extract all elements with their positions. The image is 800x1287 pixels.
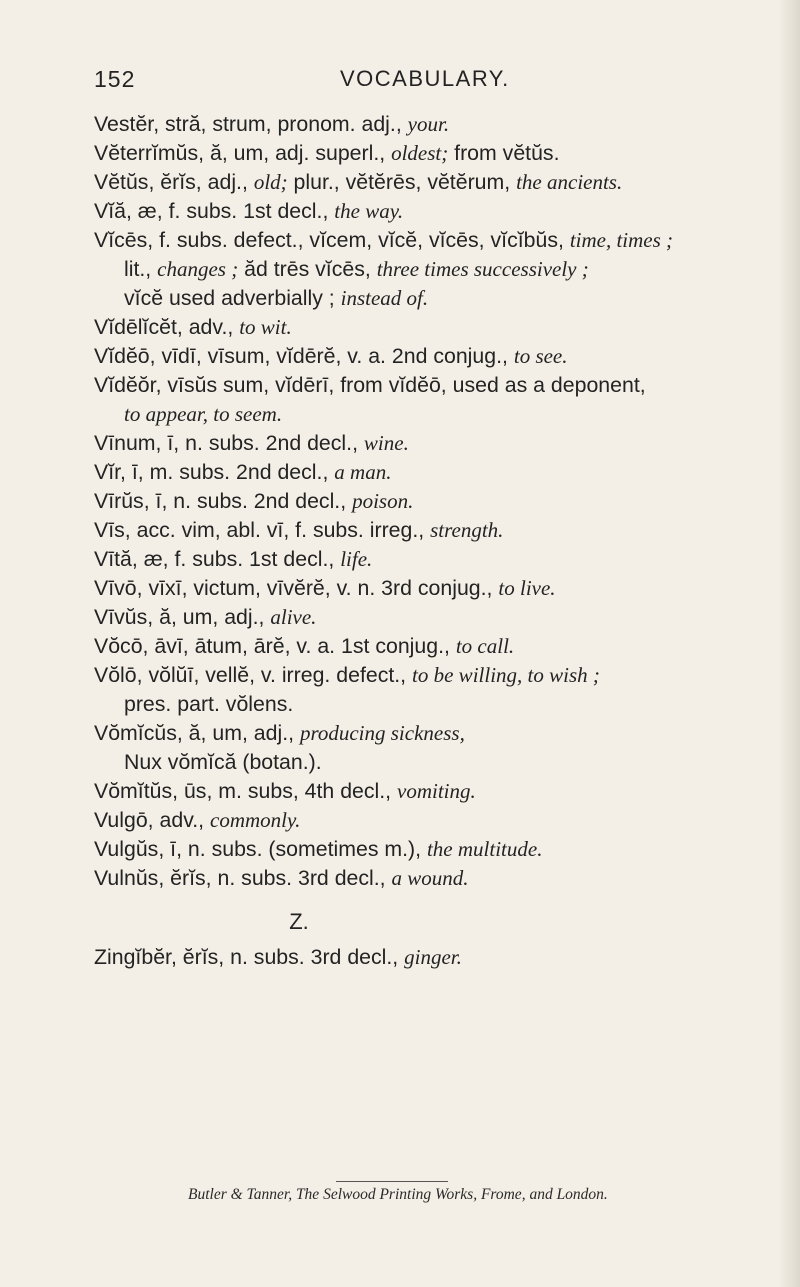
vocab-entry [94, 719, 784, 777]
vocab-entry [94, 168, 784, 197]
vocab-entry [94, 139, 784, 168]
vocab-entry [94, 943, 784, 972]
entry-definition: the ancients. [516, 170, 623, 194]
vocab-entry [94, 806, 784, 835]
running-head: VOCABULARY. [340, 66, 510, 91]
page-number: 152 [94, 66, 136, 92]
vocab-entry [94, 313, 784, 342]
vocab-entry [94, 516, 784, 545]
page-header [0, 66, 800, 100]
vocab-entry [94, 284, 784, 313]
vocab-entry [94, 661, 784, 719]
entry-definition: the way. [334, 199, 404, 223]
entry-headword: Vīvŭs, ă, um, adj., [94, 605, 271, 629]
entry-definition: to live. [498, 576, 556, 600]
entry-headword: Vŏcō, āvī, ātum, ārĕ, v. a. 1st conjug., [94, 634, 456, 658]
vocab-entry [94, 574, 784, 603]
entry-headword: Vŏlō, vŏlŭī, vellĕ, v. irreg. defect., [94, 663, 413, 687]
entry-continuation: Nux vŏmĭcă (botan.). [124, 750, 322, 774]
entry-headword: Vīs, acc. vim, abl. vī, f. subs. irreg., [94, 518, 431, 542]
entry-definition: time, times ; [569, 228, 674, 252]
vocab-entry [94, 226, 784, 284]
entry-headword: Vĭă, æ, f. subs. 1st decl., [94, 199, 335, 223]
entry-note: from vĕtŭs. [448, 141, 560, 165]
entry-definition: a wound. [391, 866, 469, 890]
imprint-rule [336, 1181, 448, 1182]
vocab-entry [94, 545, 784, 574]
vocab-entry [94, 864, 784, 893]
entry-headword: Vĭdĕō, vīdī, vīsum, vĭdērĕ, v. a. 2nd conjug., [94, 344, 514, 368]
entry-headword: Vīvō, vīxī, victum, vīvĕrĕ, v. n. 3rd conjug., [94, 576, 499, 600]
entry-definition: producing sickness, [299, 721, 465, 745]
entry-headword: Vĭdēlĭcĕt, adv., [94, 315, 240, 339]
vocab-entry [94, 429, 784, 458]
entry-headword: Zingĭbĕr, ĕrĭs, n. subs. 3rd decl., [94, 945, 405, 969]
entry-definition: wine. [363, 431, 409, 455]
section-letter: Z. [289, 909, 309, 934]
entry-headword: Vulgŭs, ī, n. subs. (sometimes m.), [94, 837, 427, 861]
printer-imprint: Butler & Tanner, The Selwood Printing Works, Frome, and London. [188, 1186, 608, 1203]
entry-headword: Vĭr, ī, m. subs. 2nd decl., [94, 460, 335, 484]
entry-definition: vomiting. [397, 779, 476, 803]
entry-continuation: to appear, to seem. [124, 402, 283, 426]
entry-definition: old; [253, 170, 288, 194]
vocab-entry [94, 603, 784, 632]
vocab-entry [94, 835, 784, 864]
entry-definition: life. [340, 547, 373, 571]
entry-headword: Vītă, æ, f. subs. 1st decl., [94, 547, 341, 571]
entry-headword: Vulgō, adv., [94, 808, 211, 832]
vocab-entry [94, 487, 784, 516]
entry-headword: Vŏmĭcŭs, ă, um, adj., [94, 721, 300, 745]
entry-definition: commonly. [210, 808, 301, 832]
entry-definition: poison. [352, 489, 414, 513]
entry-headword: Vĕtŭs, ĕrĭs, adj., [94, 170, 254, 194]
entry-definition: to wit. [239, 315, 292, 339]
entry-headword: Vĭcēs, f. subs. defect., vĭcem, vĭcĕ, vĭcēs, vĭcĭbŭs, [94, 228, 570, 252]
vocab-entry [94, 632, 784, 661]
entry-definition: your. [407, 112, 450, 136]
entry-definition: to be willing, to wish ; [412, 663, 600, 687]
entry-definition: alive. [270, 605, 317, 629]
entry-definition: oldest; [391, 141, 449, 165]
vocab-entry [94, 110, 784, 139]
entry-definition: the multitude. [426, 837, 543, 861]
entry-definition: to see. [513, 344, 568, 368]
entry-headword: Vestĕr, stră, strum, pronom. adj., [94, 112, 408, 136]
vocab-entry [94, 342, 784, 371]
vocab-entry [94, 777, 784, 806]
vocab-entry [94, 197, 784, 226]
vocab-entry [94, 371, 784, 429]
entry-headword: Vīrŭs, ī, n. subs. 2nd decl., [94, 489, 353, 513]
entry-continuation: pres. part. vŏlens. [124, 692, 294, 716]
entry-definition: strength. [430, 518, 504, 542]
vocab-entry [94, 458, 784, 487]
entry-headword: Vīnum, ī, n. subs. 2nd decl., [94, 431, 364, 455]
entry-continuation: lit., changes ; ăd trēs vĭcēs, three times successively ; [124, 257, 589, 281]
entry-headword: Vŏmĭtŭs, ūs, m. subs, 4th decl., [94, 779, 398, 803]
entry-headword: Vĭdĕŏr, vīsŭs sum, vĭdērī, from vĭdĕō, used as a deponent, [94, 373, 646, 397]
entry-continuation: vĭcĕ used adverbially ; instead of. [124, 286, 429, 310]
entry-definition: to call. [455, 634, 515, 658]
entry-definition: a man. [334, 460, 392, 484]
vocabulary-entries [94, 110, 784, 972]
entry-headword: Vulnŭs, ĕrĭs, n. subs. 3rd decl., [94, 866, 392, 890]
entry-note: plur., vĕtĕrēs, vĕtĕrum, [287, 170, 517, 194]
entry-definition: ginger. [404, 945, 462, 969]
entry-headword: Vĕterrĭmŭs, ă, um, adj. superl., [94, 141, 392, 165]
